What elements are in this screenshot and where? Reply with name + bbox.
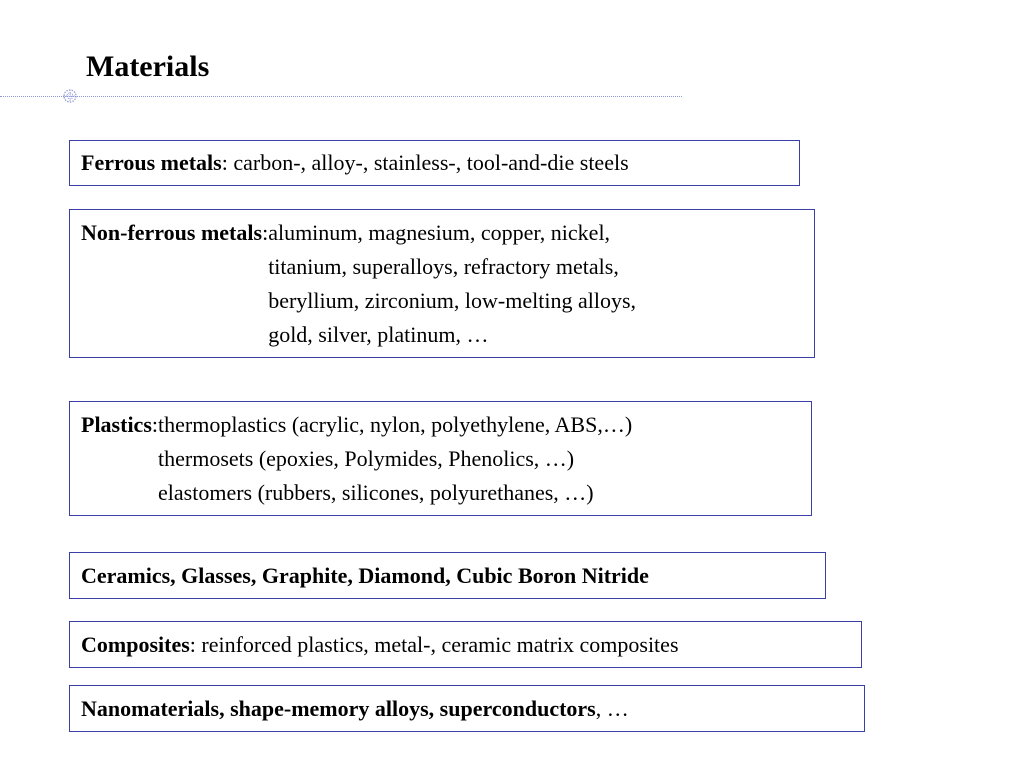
non-ferrous-line: gold, silver, platinum, … (268, 322, 489, 347)
plastics-line: thermoplastics (acrylic, nylon, polyethylene, ABS,…) (158, 412, 633, 437)
plastics-line: thermosets (epoxies, Polymides, Phenolics, …) (158, 446, 575, 471)
nanomaterials-suffix: , … (595, 696, 629, 721)
ceramics-box (69, 552, 826, 599)
composites-separator: : (189, 632, 202, 657)
ferrous-metals-text: carbon-, alloy-, stainless-, tool-and-die steels (233, 150, 629, 175)
slide-title: Materials (86, 50, 210, 83)
non-ferrous-separator: : (262, 220, 269, 245)
plastics-label: Plastics (81, 412, 152, 437)
dotted-circle-bullet-icon (63, 89, 77, 103)
non-ferrous-line: titanium, superalloys, refractory metals, (268, 254, 619, 279)
plastics-separator: : (151, 412, 159, 437)
plastics-line: elastomers (rubbers, silicones, polyurethanes, …) (158, 480, 594, 505)
ceramics-label: Ceramics, Glasses, Graphite, Diamond, Cubic Boron Nitride (81, 563, 649, 588)
nanomaterials-box (69, 685, 865, 732)
non-ferrous-line: beryllium, zirconium, low-melting alloys, (268, 288, 637, 313)
non-ferrous-metals-box (69, 209, 815, 358)
plastics-box (69, 401, 812, 516)
composites-label: Composites (81, 632, 190, 657)
composites-text: reinforced plastics, metal-, ceramic matrix composites (201, 632, 679, 657)
ferrous-metals-label: Ferrous metals (81, 150, 222, 175)
composites-box (69, 621, 862, 668)
non-ferrous-line: aluminum, magnesium, copper, nickel, (268, 220, 611, 245)
ferrous-metals-box (69, 140, 800, 186)
non-ferrous-metals-label: Non-ferrous metals (81, 220, 263, 245)
ferrous-separator: : (221, 150, 234, 175)
nanomaterials-label: Nanomaterials, shape-memory alloys, superconductors (81, 696, 596, 721)
title-divider (0, 96, 682, 97)
